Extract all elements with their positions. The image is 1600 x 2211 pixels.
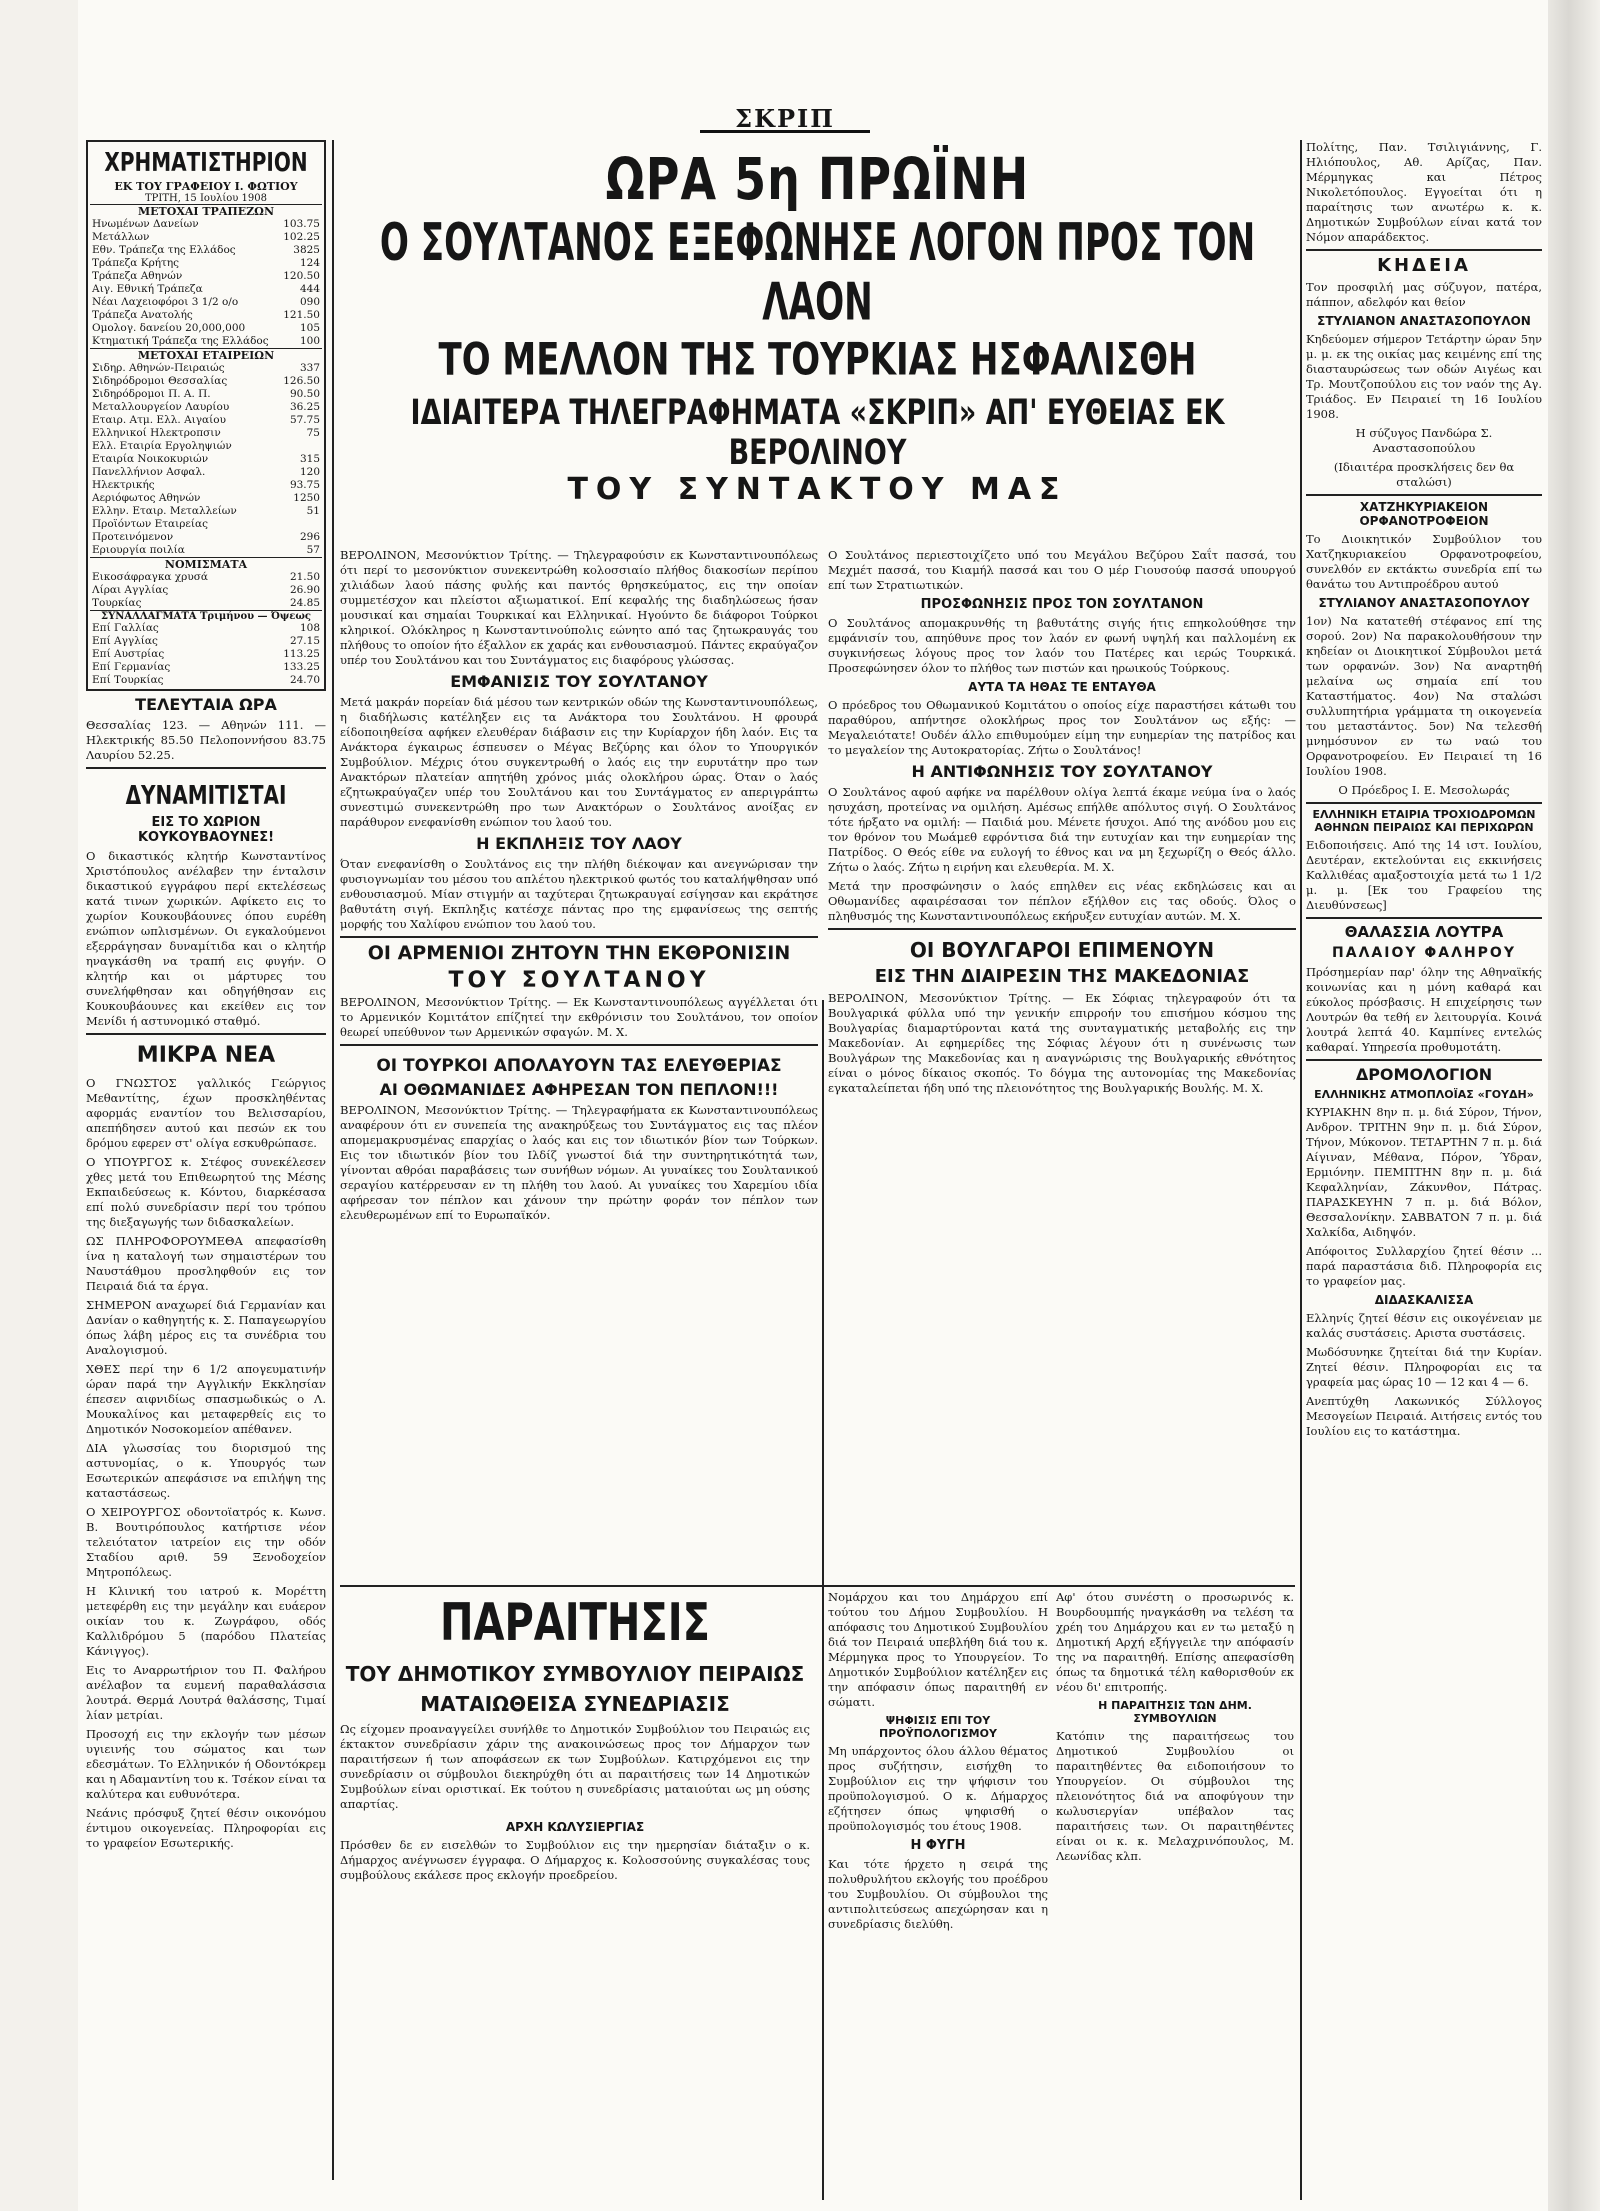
bank-quote-row [90,231,322,244]
last-hour-head: ΤΕΛΕΥΤΑΙΑ ΩΡΑ [135,695,277,714]
sultan-entourage-text: Ο Σουλτάνος περιεστοιχίζετο υπό του Μεγάλου Βεζύρου Σαΐτ πασσά, του Μεχμέτ πασσά, του Κιαμήλ πασσά και του Ο μέρ Γιουσούφ πασσά υπουργού επί των Στρατιωτικών. [828,548,1296,592]
section-rule [86,1033,326,1035]
bank-quote-row [90,309,322,322]
section-rule [1306,1059,1542,1061]
exchange-quote-value: 113.25 [283,648,320,660]
banks-table [90,218,322,348]
bourse-title: ΧΡΗΜΑΤΙΣΤΗΡΙΟΝ [104,146,308,178]
column-rule [1300,140,1302,2200]
bank-quote-label: Τράπεζα Ανατολής [92,309,193,321]
section-rule [1306,249,1542,251]
resignation-sub: ΤΟΥ ΔΗΜΟΤΙΚΟΥ ΣΥΜΒΟΥΛΙΟΥ ΠΕΙΡΑΙΩΣ [345,1662,805,1686]
section-surprise: Η ΕΚΠΛΗΞΙΣ ΤΟΥ ΛΑΟΥ [476,834,682,853]
resignation-col-3 [1056,1590,1294,1868]
company-quote-value: 57.75 [289,414,320,426]
exchange-quote-label: Επί Τουρκίας [92,674,164,686]
company-quote-label: Ελλ. Εταιρία Εργοληψιών [92,440,232,452]
exchange-quote-value: 24.70 [289,674,320,686]
company-quote-value [272,518,322,531]
dynamite-head: ΔΥΝΑΜΙΤΙΣΤΑΙ [125,779,287,811]
headline-correspondent: ΤΟΥ ΣΥΝΤΑΚΤΟΥ ΜΑΣ [567,472,1068,507]
company-quote-label: Σιδηρόδρομοι Θεσσαλίας [92,375,228,387]
last-hour-text: Θεσσαλίας 123. — Αθηνών 111. — Ηλεκτρικής 85.50 Πελοποννήσου 83.75 Λαυρίου 52.25. [86,718,326,762]
armenians-text: ΒΕΡΟΛΙΝΟΝ, Μεσονύκτιον Τρίτης. — Εκ Κωνσταντινουπόλεως αγγέλλεται ότι το Αρμενικόν Κομιτάτον επίζητεί την εκθρόνισιν του Σουλτάνου, τον οποίον θεωρεί υπεύθυνον των Αρμενικών σφαγών. Μ. Χ. [340,995,818,1039]
bank-quote-value: 120.50 [283,270,320,282]
currency-quote-value: 21.50 [289,571,320,583]
section-obstruction: ΑΡΧΗ ΚΩΛΥΣΙΕΡΓΙΑΣ [505,1820,645,1834]
company-quote-label: Σιδηρ. Αθηνών-Πειραιώς [92,362,225,374]
main-headlines [340,138,1295,507]
section-rule [340,1044,818,1046]
section-sultan-appearance: ΕΜΦΑΝΙΣΙΣ ΤΟΥ ΣΟΥΛΤΑΝΟΥ [450,672,708,691]
company-quote-value: 296 [299,531,320,543]
company-quote-label: Ελληνικοί Ηλεκτροπσιν [92,427,221,439]
bank-quote-value: 103.75 [283,218,320,230]
news-item: Ο ΥΠΟΥΡΓΟΣ κ. Στέφος συνεκέλεσεν χθες μετά του Επιθεωρητού της Μέσης Εκπαιδεύσεως κ. Κόντου, διαρκέσασα επί πολύ συνεδρίασιν περί του τρόπου της διεξαγωγής των διδασκαλείων. [86,1155,326,1229]
bank-quote-row [90,218,322,231]
column-rule [822,1000,824,2200]
companies-head: ΜΕΤΟΧΑΙ ΕΤΑΙΡΕΙΩΝ [90,348,322,362]
bank-quote-row [90,296,322,309]
news-item: ΔΙΑ γλωσσίας του διορισμού της αστυνομίας, ο κ. Υπουργός των Εσωτερικών απεφάσισε να επιλήψη της καταστάσεως. [86,1441,326,1500]
exchange-quote-label: Επί Γερμανίας [92,661,171,673]
company-quote-row [90,479,322,492]
bank-quote-label: Εθν. Τράπεζα της Ελλάδος [92,244,236,256]
company-quote-label: Εριουργία ποιλία [92,544,185,556]
company-quote-row [90,544,322,557]
company-quote-row [90,505,322,518]
banks-head: ΜΕΤΟΧΑΙ ΤΡΑΠΕΖΩΝ [90,204,322,218]
bank-quote-label: Νέαι Λαχειοφόροι 3 1/2 ο/ο [92,296,239,308]
funeral-text-2: Κηδεύομεν σήμερον Τετάρτην ώραν 5ην μ. μ. εκ της οικίας μας κειμένης επί της διασταυρώσεως των οδών Αιγέως και Τρ. Μουτζοπούλου εις τον ναόν της Αγ. Τριάδος. Εν Πειραιεί τη 16 Ιουλίου 1908. [1306,332,1542,421]
bank-quote-label: Αιγ. Εθνική Τράπεζα [92,283,203,295]
section-rule [1306,802,1542,804]
section-address: ΠΡΟΣΦΩΝΗΣΙΣ ΠΡΟΣ ΤΟΝ ΣΟΥΛΤΑΝΟΝ [920,597,1204,612]
currency-quote-row [90,571,322,584]
news-item: Προσοχή εις την εκλογήν των μέσων υγιεινής του σώματος και των εδεσμάτων. Το Ελληνικόν ή Οδοντόκρεμ και η Αδαμαντίνη του κ. Τσέκον είναι τα καλύτερα και ευθυνότερα. [86,1727,326,1801]
news-item: ΩΣ ΠΛΗΡΟΦΟΡΟΥΜΕΘΑ απεφασίσθη ίνα η καταλογή των σημαιστέρων του Ναυστάθμου προσληφθούν εις τον Πειραιά διά τα έργα. [86,1234,326,1293]
right-top-text: Πολίτης, Παν. Τσιλιγιάννης, Γ. Ηλιόπουλος, Αθ. Αρίζας, Παν. Μέρμηγκας και Πέτρος Νικολετόπουλος. Εγγοείται ότι η παραίτησις των ανωτέρω κ. κ. Δημοτικών Συμβούλων είναι κατά τον Νόμον απαράδεκτος. [1306,140,1542,244]
company-quote-label: Ηλεκτρικής [92,479,155,491]
bank-quote-label: Τράπεζα Αθηνών [92,270,183,282]
currency-quote-value: 26.90 [289,584,320,596]
bank-quote-value: 3825 [293,244,320,256]
company-quote-value: 36.25 [289,401,320,413]
money-head: ΝΟΜΙΣΜΑΤΑ [90,557,322,571]
fx-table [90,622,322,687]
right-column [1306,140,1542,1443]
company-quote-row [90,453,322,466]
company-quote-row [90,531,322,544]
company-quote-row [90,362,322,375]
resignation-head: ΠΑΡΑΙΤΗΣΙΣ [440,1593,710,1653]
exchange-quote-row [90,661,322,674]
news-item: Ο ΓΝΩΣΤΟΣ γαλλικός Γεώργιος Μεθαντίτης, έχων προσκληθέντας αφορμάς εναντίον του Βελισσαρίου, απεπήδησεν αυτού και πεσών εκ του δρόμου εφερεν στ' ολίγα εσκυθρώπασε. [86,1076,326,1150]
masthead: ΣΚΡΙΠ [700,104,870,133]
baths-head: ΘΑΛΑΣΣΙΑ ΛΟΥΤΡΑ [1344,923,1504,941]
main-column-right [828,548,1296,1100]
company-quote-row [90,492,322,505]
news-item: Η Κλινική του ιατρού κ. Μορέττη μετεφέρθη εις την μεγάλην και ευάερον οικίαν του κ. Ζωγράφου, οδός Καλλιδρόμου 5 (παρόδου Πλατείας Κάνιγγος). [86,1584,326,1658]
currency-quote-value: 24.85 [289,597,320,609]
section-turks-freedom: ΟΙ ΤΟΥΡΚΟΙ ΑΠΟΛΑΥΟΥΝ ΤΑΣ ΕΛΕΥΘΕΡΙΑΣ [376,1056,782,1076]
dynamite-text: Ο δικαστικός κλητήρ Κωνσταντίνος Χριστόπουλος ανέλαβεν την ένταλσιν δικαστικού εγγράφου περί εκτελέσεως κατά τινων χωρικών. Αφίκετο εις το χωρίον Κουκουβάουνες όπου ευρέθη ενώπιον ωπλισμένων. Οι εγκαλούμενοι εξερράγησαν δυναμίτιδα και ο κλητήρ ηναγκάσθη να τραπή εις φυγήν. Ο κλητήρ και οι μάρτυρες του συνελήφθησαν και οδηγήθησαν εις Κουκουβάουνες και εκείθεν εις τον Μενίδι ή αστυνομικό σταθμό. [86,849,326,1028]
bulgarians-sub: ΕΙΣ ΤΗΝ ΔΙΑΙΡΕΣΙΝ ΤΗΣ ΜΑΚΕΔΟΝΙΑΣ [874,966,1250,987]
news-item: ΧΘΕΣ περί την 6 1/2 απογευματινήν ώραν παρά την Αγγλικήν Εκκλησίαν έπεσεν αιφνιδίως σπασμωδικώς ο Λ. Μουκαλίνος και μεταφερθείς εις το Δημοτικόν Νοσοκομείον απέθανεν. [86,1362,326,1436]
resignation-sub2: ΜΑΤΑΙΩΘΕΙΣΑ ΣΥΝΕΔΡΙΑΣΙΣ [420,1692,730,1716]
company-quote-row [90,401,322,414]
company-quote-value: 1250 [293,492,320,504]
company-quote-label: Εταιρ. Ατμ. Ελλ. Αιγαίου [92,414,226,426]
company-quote-value: 126.50 [283,375,320,387]
bank-quote-row [90,257,322,270]
company-quote-label: Ελλην. Εταιρ. Μεταλλείων [92,505,237,517]
time-head: ΩΡΑ 5η ΠΡΩΪΝΗ [605,145,1030,213]
headline-sultan: Ο ΣΟΥΛΤΑΝΟΣ ΕΞΕΦΩΝΗΣΕ ΛΟΓΟΝ ΠΡΟΣ ΤΟΝ ΛΑΟΝ [379,212,1256,332]
tram-head: ΕΛΛΗΝΙΚΗ ΕΤΑΙΡΙΑ ΤΡΟΧΙΟΔΡΟΜΩΝ ΑΘΗΝΩΝ ΠΕΙΡΑΙΩΣ ΚΑΙ ΠΕΡΙΧΩΡΩΝ [1312,808,1536,834]
currency-quote-row [90,597,322,610]
news-item: Νεάνις πρόσφυξ ζητεί θέσιν οικονόμου έντιμου οικογενείας. Πληροφορίαι εις το γραφείον Εσωτερικής. [86,1806,326,1850]
bank-quote-value: 100 [299,335,320,347]
news-head: ΜΙΚΡΑ ΝΕΑ [136,1043,276,1068]
council-resign-text: Κατόπιν της παραιτήσεως του Δημοτικού Συμβουλίου οι παραιτηθέντες θα ειδοποιήσουν το Υπουργείον. Οι σύμβουλοι της πλειονότητος διά να αποφύγουν την κωλυσιεργίαν υπέβαλον τας παραιτήσεις των. Οι παραιτηθέντες είναι οι κ. κ. Μελαχρινόπουλος, Μ. Λεωνίδας κλπ. [1056,1729,1294,1863]
bank-quote-value: 444 [299,283,320,295]
funeral-note: (Ιδιαιτέρα προσκλήσεις δεν θα σταλώσι) [1333,460,1515,489]
armenians-sub: ΤΟΥ ΣΟΥΛΤΑΝΟΥ [448,968,710,993]
bank-quote-row [90,270,322,283]
fx-head: ΣΥΝΑΛΛΑΓΜΑΤΑ Τριμήνου — Όψεως [90,610,322,622]
exchange-quote-label: Επί Αγγλίας [92,635,158,647]
section-rule [86,767,326,769]
company-quote-label: Μεταλλουργείον Λαυρίου [92,401,230,413]
exchange-quote-label: Επί Αυστρίας [92,648,165,660]
company-quote-label: Αεριόφωτος Αθηνών [92,492,201,504]
route-head: ΔΡΟΜΟΛΟΓΙΟΝ [1355,1065,1493,1084]
sultan-appearance-text: Μετά μακράν πορείαν διά μέσου των κεντρικών οδών της Κωνσταντινουπόλεως, η διαδήλωσις κατέληξεν εις τα Ανάκτορα του Σουλτάνου. Η φρουρά είδοποιηθείσα αφήκεν ελευθέραν διάβασιν εις την Κυρίαρχον ήδη λαόν. Εις τα Ανάκτορα έγκαιρως έσπευσεν ο Μέγας Βεζύρης και όλον το Υπουργικόν Συμβούλιον. Μέχρις ότου συγκεντρωθή ο λαός εις την ευρυτάτην προ των Ανακτόρων πλατείαν απητήθη χρόνος μιάς ολοκλήρου ώρας. Όταν ο λαός εζητωκραύγαζεν υπέρ του Σουλτάνου και του Συντάγματος εν απεριγράπτω συνεστιμώ συνεκεντρώθη προ των Ανακτόρων ο Σουλτάνος ανοίξας εν παράθυρον ενεφανίσθη ενώπιον του λαού του. [340,695,818,829]
company-quote-value: 337 [299,362,320,374]
currency-quote-label: Λίραι Αγγλίας [92,584,169,596]
company-quote-row [90,388,322,401]
section-reply-head: ΑΥΤΑ ΤΑ ΗΘΑΣ ΤΕ ΕΝΤΑΥΘΑ [968,680,1156,694]
exchange-quote-row [90,674,322,687]
company-quote-row [90,375,322,388]
news-item: ΣΗΜΕΡΟΝ αναχωρεί διά Γερμανίαν και Δανίαν ο καθηγητής κ. Σ. Παπαγεωργίου όπως λάβη μέρος εις τα συνέδρια του Αναλογισμού. [86,1298,326,1357]
bourse-box [86,140,326,691]
company-quote-row [90,466,322,479]
baths-text: Πρόσημερίαν παρ' όλην της Αθηναϊκής κοινωνίας και η μόνη καθαρά και εύκολος πρόσβασις. Η επιχείρησις των Λουτρών θα τεθή εν λειτουργία. Κοινά λουτρά λεπτά 40. Καμπίνες εντελώς καθαραί. Υπηρεσία προθυμοτάτη. [1306,965,1542,1054]
route-note: Απόφοιτος Συλλαρχίου ζητεί θέσιν ... παρά παραστάσια διδ. Πληροφορία εις το γραφείον μας. [1306,1244,1542,1288]
companies-table [90,362,322,557]
section-flight: Η ΦΥΓΗ [910,1838,966,1853]
route-sub: ΕΛΛΗΝΙΚΗΣ ΑΤΜΟΠΛΟΪΑΣ «ΓΟΥΔΗ» [1314,1088,1534,1101]
bank-quote-value: 105 [299,322,320,334]
orphanage-signature: Ο Πρόεδρος Ι. Ε. Μεσολωράς [1338,783,1510,797]
exchange-quote-row [90,622,322,635]
section-budget: ΨΗΦΙΣΙΣ ΕΠΙ ΤΟΥ ΠΡΟΫΠΟΛΟΓΙΣΜΟΥ [879,1714,997,1740]
section-bulgarians: ΟΙ ΒΟΥΛΓΑΡΟΙ ΕΠΙΜΕΝΟΥΝ [909,938,1215,962]
exchange-quote-value: 108 [299,622,320,634]
resignation-text-3: Αφ' ότου συνέστη ο προσωρινός κ. Βουρδουμπής ηναγκάσθη να τελέση τα χρέη του Δημάρχου και εν τω μεταξύ η Δημοτική Αρχή εξήγγειλε την απόφασίν της να παραιτηθή. Επίσης απεφασίσθη όπως τα δημοτικά τέλη καθορισθούν εκ νέου δι' επιτροπής. [1056,1590,1294,1694]
news-list [86,1076,326,1851]
exchange-quote-row [90,648,322,661]
bourse-source: ΕΚ ΤΟΥ ΓΡΑΦΕΙΟΥ Ι. ΦΩΤΙΟΥ [114,180,298,193]
baths-sub: ΠΑΛΑΙΟΥ ΦΑΛΗΡΟΥ [1332,945,1516,961]
company-quote-row [90,427,322,440]
section-rule [1306,494,1542,496]
news-item: Εις το Αναρρωτήριον του Π. Φαλήρου ανέλαβον τα ευμενή παραθαλάσσια λουτρά. Θερμά Λουτρά θαλάσσης, Τιμαί λίαν μετρίαι. [86,1663,326,1722]
exchange-quote-value: 133.25 [283,661,320,673]
left-column [86,140,326,1855]
section-sultan-reply: Η ΑΝΤΙΦΩΝΗΣΙΣ ΤΟΥ ΣΟΥΛΤΑΝΟΥ [911,762,1213,781]
currency-quote-label: Τουρκίας [92,597,142,609]
teacher-text: Ελληνίς ζητεί θέσιν εις οικογένειαν με καλάς συστάσεις. Αριστα συστάσεις. [1306,1311,1542,1340]
company-quote-value: 120 [299,466,320,478]
bank-quote-value: 121.50 [283,309,320,321]
company-quote-label: Σιδηρόδρομοι Π. Α. Π. [92,388,211,400]
company-quote-value: 75 [306,427,320,439]
company-quote-label: Προϊόντων Εταιρείας [92,518,208,530]
headline-turkey: ΤΟ ΜΕΛΛΟΝ ΤΗΣ ΤΟΥΡΚΙΑΣ ΗΣΦΑΛΙΣΘΗ [438,334,1197,386]
money-table [90,571,322,610]
bank-quote-row [90,335,322,348]
company-quote-label: Προτεινόμενον [92,531,174,543]
company-quote-row [90,440,322,453]
resignation-text: Ως είχομεν προαναγγείλει συνήλθε το Δημοτικόν Συμβούλιον του Πειραιώς εις έκτακτον συνεδρίασιν χάριν της ανακοινώσεως προς τον Δήμαρχον των παραιτήσεων ή των αποφάσεων εκ των Συμβούλων. Κατιρχόμενοι εις την συνεδρίασιν οι σύμβουλοι διεκηρύχθη ότι αι παραιτήσεις των 14 Δημοτικών Συμβούλων είναι οριστικαί. Εκ τούτου η συνεδρίασις ματαιούται ως μη ούσης απαρτίας. [340,1722,810,1811]
section-rule [1306,917,1542,919]
address-text: Ο Σουλτάνος απομακρυνθής τη βαθυτάτης σιγής ήτις επηκολούθησε την εμφάνισίν του, απηύθυνε προς τον λαόν εν φωνή υψηλή και παλλομένη εκ συγκινήσεως λόγους προς τον λαόν του Πατέρες και ιερώς Τουρκικά. Προσεφώνησεν όλον το πλήθος των πιστών και ηρωικούς Τούρκους. [828,616,1296,675]
surprise-text: Όταν ενεφανίσθη ο Σουλτάνος εις την πλήθη διέκοψαν και ανεγνώρισαν την φυσιογνωμίαν του μέσου του απλέτου ηλεκτρικού φωτός του καταλήψθησαν υπό ενθουσιασμού. Μίαν στιγμήν αι ταχύτεραι ζητωκραυγαί εσίγησαν και εκράτησε βαθυτάτη σιγή. Εκπληξις κατέσχε πάντας προ της εμφανίσεως της σεπτής μορφής του Χαλίφου ενώπιον του λαού του. [340,857,818,931]
currency-quote-row [90,584,322,597]
section-rule [340,936,818,938]
resignation-col-2 [828,1590,1048,1936]
orphanage-text-2: 1ον) Να κατατεθή στέφανος επί της σορού. 2ον) Να παρακολουθήσουν την κηδείαν οι Διοικητικοί Σύμβουλοι μετά των ορφανών. 3ον) Να αναρτηθή μελαίνα ως σημαία επί του Καταστήματος. 4ον) Να σταλώσι συλλυπητήρια γράμματα τη οικογενεία του μεταστάντος. 5ον) Να τελεσθή μνημόσυνον εν τω ναώ του Ορφανοτροφείου. Εν Πειραιεί τη 16 Ιουλίου 1908. [1306,614,1542,778]
company-quote-row [90,518,322,531]
section-council-resign: Η ΠΑΡΑΙΤΗΣΙΣ ΤΩΝ ΔΗΜ. ΣΥΜΒΟΥΛΙΩΝ [1098,1699,1252,1725]
resignation-block [340,1590,810,1887]
flight-text: Και τότε ήρχετο η σειρά της πολυθρυλήτου εκλογής του προέδρου του Συμβουλίου. Οι σύμβουλοι της αντιπολιτεύσεως απεχώρησαν και η συνεδρίασις διελύθη. [828,1857,1048,1931]
exchange-quote-label: Επί Γαλλίας [92,622,159,634]
company-quote-value: 57 [306,544,320,556]
bank-quote-value: 124 [299,257,320,269]
company-quote-value: 93.75 [289,479,320,491]
exchange-quote-row [90,635,322,648]
bank-quote-value: 102.25 [283,231,320,243]
turks-freedom-text: ΒΕΡΟΛΙΝΟΝ, Μεσονύκτιον Τρίτης. — Τηλεγραφήματα εκ Κωνσταντινουπόλεως αναφέρουν ότι εν συνεπεία της ανακηρύξεως του Συντάγματος εις τας πλέον απομεμακρυσμένας επαρχίας ο λαός και εις τον ιδιωτικόν βίον των Τούρκων. Εις τον ιδιωτικόν βίον του Ιλδίζ γνωστοί διά την συντηρητικότητά των, γίνονται αθρόαι παραβάσεις των συνήθων νόμων. Αι γυναίκες του Σουλτανικού σεραγίου κατέρρευσαν εν τη πλήθη του λαού. Αι γυναίκες του Χαρεμίου ιδία αφήρεσαν τον πέπλον και χάνουν την πρώτην φοράν τον πέπλον των ελευθερωμένων επί το Ευρωπαϊκόν. [340,1103,818,1222]
bank-quote-value: 090 [299,296,320,308]
company-quote-value: 90.50 [289,388,320,400]
unveiling-text: Μετά την προσφώνησιν ο λαός επηλθεν εις νέας εκδηλώσεις και αι Οθωμανίδες αφαιρέσασαι τον πέπλον εξήλθον εις τας οδούς. Όλος ο πληθυσμός της Κωνσταντινουπόλεως εκήρυξεν ευτυχίαν αυτών. Μ. Χ. [828,879,1296,923]
company-quote-value: 51 [306,505,320,517]
orphanage-name: ΣΤΥΛΙΑΝΟΥ ΑΝΑΣΤΑΣΟΠΟΥΛΟΥ [1318,596,1530,610]
section-rule [828,928,1296,930]
bank-quote-row [90,283,322,296]
sultan-reply-text: Ο Σουλτάνος αφού αφήκε να παρέλθουν ολίγα λεπτά έκαμε νεύμα ίνα ο λαός ησυχάση, προτείνας να ομιλήση. Αμέσως επήλθε απόλυτος σιγή. Ο Σουλτάνος τότε ήρξατο να ομιλή: — Παιδιά μου. Μένετε ήσυχοι. Από της ανόδου μου εις τον θρόνον του Μωάμεθ εφρόντισα διά την ευτυχίαν και την ευημερίαν της Πατρίδος. Ο Θεός είθε να ευλογή το έθνος και να μη ξεχωρίζη ο Θεός άλλο. Ζήτω ο λαός. Ζήτω η ειρήνη και ελευθερία. Μ. Χ. [828,785,1296,874]
scan-edge [1548,0,1600,2211]
bank-quote-label: Κτηματική Τράπεζα της Ελλάδος [92,335,269,347]
section-rule [340,1585,1295,1587]
main-column-left [340,548,818,1227]
bank-quote-label: Ομολογ. δανείου 20,000,000 [92,322,246,334]
orphanage-head: ΧΑΤΖΗΚΥΡΙΑΚΕΙΟΝ ΟΡΦΑΝΟΤΡΟΦΕΙΟΝ [1359,500,1489,528]
misc-text-2: Ανεπτύχθη Λακωνικός Σύλλογος Μεσογείων Πειραιά. Αιτήσεις εντός του Ιουλίου εις το κατάστημα. [1306,1394,1542,1438]
funeral-name: ΣΤΥΛΙΑΝΟΝ ΑΝΑΣΤΑΣΟΠΟΥΛΟΝ [1317,314,1531,328]
dynamite-sub: ΕΙΣ ΤΟ ΧΩΡΙΟΝ ΚΟΥΚΟΥΒΑΟΥΝΕΣ! [137,815,275,845]
misc-text: Μωδόσυνηκε ζητείται διά την Κυρίαν. Ζητεί θέσιν. Πληροφορίαι εις τα γραφεία μας ώρας 10 — 12 και 4 — 6. [1306,1345,1542,1389]
bourse-date: ΤΡΙΤΗ, 15 Ιουλίου 1908 [144,193,268,204]
company-quote-value [272,440,322,453]
funeral-head: ΚΗΔΕΙΑ [1377,255,1471,276]
company-quote-row [90,414,322,427]
bank-quote-label: Τράπεζα Κρήτης [92,257,180,269]
orphanage-text: Το Διοικητικόν Συμβούλιον του Χατζηκυριακείου Ορφανοτροφείου, συνελθόν εν εκτάκτω συνεδρία επί τω θανάτω του Αντιπροέδρου αυτού [1306,532,1542,591]
company-quote-label: Εταιρία Νοικοκυριών [92,453,209,465]
funeral-signature: Η σύζυγος Πανδώρα Σ. Αναστασοπούλου [1355,426,1493,455]
bank-quote-row [90,322,322,335]
resignation-text-2: Νομάρχου και του Δημάρχου επί τούτου του Δήμου Συμβουλίου. Η απόφασις του Δημοτικού Συμβουλίου διά τον Πειραιά υπεβλήθη διά του κ. Μέρμηγκα προς το Υπουργείον. Το Δημοτικόν Συμβούλιον κατέληξεν εις την απόφασιν όπως παραιτηθή εν σώματι. [828,1590,1048,1709]
budget-text: Μη υπάρχοντος όλου άλλου θέματος προς συζήτησιν, εισήχθη το Συμβούλιον εις την ψήφισιν του προϋπολογισμού. Ο κ. Δήμαρχος εζήτησεν όπως ψηφισθή ο προϋπολογισμός του έτους 1908. [828,1744,1048,1833]
headline-telegrams: ΙΔΙΑΙΤΕΡΑ ΤΗΛΕΓΡΑΦΗΜΑΤΑ «ΣΚΡΙΠ» ΑΠ' ΕΥΘΕΙΑΣ ΕΚ ΒΕΡΟΛΙΝΟΥ [410,392,1225,474]
currency-quote-label: Εικοσάφραγκα χρυσά [92,571,208,583]
news-item: Ο ΧΕΙΡΟΥΡΓΟΣ οδοντοϊατρός κ. Κωνσ. Β. Βουτιρόπουλος κατήρτισε νέον τελειότατον ιατρείον εις την οδόν Σταδίου αριθ. 59 Ξενοδοχείον Μητροπόλεως. [86,1505,326,1579]
obstruction-text: Πρόσθεν δε εν εισελθών το Συμβούλιον εις την ημερησίαν διάταξιν ο κ. Δήμαρχος ανέγνωσεν έγγραφα. Ο Δήμαρχος κ. Κολοσσούνης συγκαλέσας τους συμβούλους εκάλεσε προς εκλογήν προεδρείου. [340,1838,810,1882]
column-rule [332,140,334,2180]
company-quote-label: Πανελλήνιον Ασφαλ. [92,466,206,478]
funeral-text: Τον προσφιλή μας σύζυγον, πατέρα, πάππον, αδελφόν και θείον [1306,280,1542,309]
bank-quote-label: Μετάλλων [92,231,150,243]
exchange-quote-value: 27.15 [289,635,320,647]
company-quote-value: 315 [299,453,320,465]
route-text: ΚΥΡΙΑΚΗΝ 8ην π. μ. διά Σύρον, Τήνον, Ανδρον. ΤΡΙΤΗΝ 9ην π. μ. διά Σύρον, Τήνον, Μύκονον. ΤΕΤΑΡΤΗΝ 7 π. μ. διά Αίγιναν, Μέθανα, Πόρον, Ύδραν, Ερμιόνην. ΠΕΜΠΤΗΝ 8ην π. μ. διά Κεφαλληνίαν, Ζάκυνθον, Πάτρας. ΠΑΡΑΣΚΕΥΗΝ 7 π. μ. διά Βόλον, Θεσσαλονίκην. ΣΑΒΒΑΤΟΝ 7 π. μ. διά Χαλκίδα, Αιδηψόν. [1306,1105,1542,1239]
bank-quote-label: Ηνωμένων Δανείων [92,218,199,230]
lead-text: ΒΕΡΟΛΙΝΟΝ, Μεσονύκτιον Τρίτης. — Τηλεγραφούσιν εκ Κωνσταντινουπόλεως ότι περί το μεσονύκτιον συνεκεντρώθη κολοσσιαίο πλήθος διακοσίων περίπου χιλιάδων λαού πάσης φυλής και παντός θρησκεύματος, εις την οποίαν συμμετέσχον και πλείστοι αξιωματικοί. Επί κεφαλής της διαδηλώσεως ήσαν μουσικαί και σημαίαι Τουρκικαί και Ελληνικαί. Ηγούντο δε διάφοροι Τούρκοι κληρικοί. Ολόκληρος η Κωνσταντινούπολις εώνητο από τας ζητωκραυγάς του πλήθους το οποίον ήτο έξαλλον εκ χαράς και ενθουσιασμού. Πάντες εκραύγαζον υπέρ του Σουλτάνου και του Συντάγματος εις διαφόρους γλώσσας. [340,548,818,667]
turks-freedom-sub: ΑΙ ΟΘΩΜΑΝΙΔΕΣ ΑΦΗΡΕΣΑΝ ΤΟΝ ΠΕΠΛΟΝ!!! [379,1080,779,1099]
bulgarians-text: ΒΕΡΟΛΙΝΟΝ, Μεσονύκτιον Τρίτης. — Εκ Σόφιας τηλεγραφούν ότι τα Βουλγαρικά φύλλα υπό την γενικήν επιρροήν του επισήμου κόσμου της Βουλγαρίας διαμαρτύρονται κατά της συνταγματικής μεταβολής εις την Μακεδονίαν. Αι εφημερίδες της Σόφιας λέγουν ότι η συνένωσις των Βουλγάρων της Μακεδονίας και η αναγνώρισις της Βουλγαρικής εθνότητος είναι ο μόνος δίκαιος σκοπός. Το δόγμα της αυτονομίας της Μακεδονίας εγκαταλείπεται ήδη υπό της πλειονότητος της Βουλγαρικής Βουλής. Μ. Χ. [828,991,1296,1095]
section-armenians: ΟΙ ΑΡΜΕΝΙΟΙ ΖΗΤΟΥΝ ΤΗΝ ΕΚΘΡΟΝΙΣΙΝ [367,942,791,964]
tram-text: Ειδοποιήσεις. Από της 14 ιστ. Ιουλίου, Δευτέραν, εκτελούνται εις εκκινήσεις Καλλιθέας αμαξοστοιχία μετά τω 1 1/2 μ. μ. [Εκ του Γραφείου της Διευθύνσεως] [1306,838,1542,912]
bank-quote-row [90,244,322,257]
reply-text: Ο πρόεδρος του Οθωμανικού Κομιτάτου ο οποίος είχε παραστήσει κάτωθι του παραθύρου, απήντησε ολοκλήρως προς τον Σουλτάνον ως εξής: — Μεγαλειότατε! Ουδέν άλλο επιθυμούμεν είμη την ευημερίαν της πατρίδος και το μεγαλείον της Αυτοκρατορίας. Ζήτω ο Σουλτάνος! [828,698,1296,757]
teacher-head: ΔΙΔΑΣΚΑΛΙΣΣΑ [1374,1293,1474,1307]
